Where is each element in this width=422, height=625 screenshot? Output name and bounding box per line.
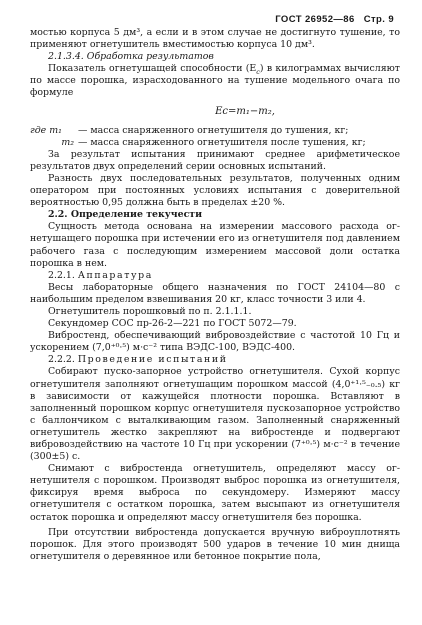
paragraph: Сущность метода основана на измерении массового расхода огнетушащего порошка при истечении его из огнетушителя под давлением рабочего газа с последующим измерением массовой доли остатка порошка в нем. <box>30 221 400 269</box>
formula: Eс=m₁−m₂, <box>215 105 275 117</box>
paragraph: Вибростенд, обеспечивающий вибровоздействие с частотой 10 Гц и ускорением (7,0⁺⁰·⁵) м·с⁻² типа ВЭДС-100, ВЭДС-400. <box>30 330 400 354</box>
paragraph: Снимают с вибростенда огнетушитель, определяют массу огнетушителя с порошком. Производят выброс порошка из огнетушителя, фиксируя время выброса по секундомеру. Измеряют массу огнетушителя с остатком порошка, затем высыпают из огнетушителя остаток порошка и определяют массу огнетушителя без порошка. <box>30 463 400 523</box>
page-number: Стр. 9 <box>363 14 394 25</box>
paragraph: Разность двух последовательных результатов, полученных одним оператором при постоянных условиях испытания с доверительной вероятностью 0,95 должна быть в пределах ±20 %. <box>30 172 400 209</box>
paragraph: Огнетушитель порошковый по п. 2.1.1.1. <box>48 305 252 317</box>
section-heading: 2.2. Определение текучести <box>48 209 203 221</box>
paragraph: Показатель огнетушащей способности $(E_c)$ в килограммах вычисляют по массе порошка, израсходованного на тушение модельного очага по формуле <box>30 63 400 99</box>
paragraph: Собирают пуско-запорное устройство огнетушителя. Сухой корпус огнетушителя заполняют огнетушащим порошком массой (4,0⁺¹·⁵₋₀.₅) кг в зависимости от кажущейся плотности порошка. Вставляют в заполненный порошком корпус огнетушителя пускозапорное устройство с баллончиком с выталкивающим газом. Заполненный снаряженный огнетушитель жестко закрепляют на вибростенде и подвергают вибровоздействию на частоте 10 Гц при ускорении (7⁺⁰·⁵) м·с⁻² в течение (300±5) с. <box>30 366 400 463</box>
page-header <box>30 14 400 25</box>
paragraph: При отсутствии вибростенда допускается вручную виброуплотнять порошок. Для этого производят 500 ударов в течение 10 мин днища огнетушителя о деревянное или бетонное покрытие пола, <box>30 526 400 562</box>
section-heading: 2.2.1. Аппаратура <box>48 269 153 281</box>
paragraph: Весы лабораторные общего назначения по ГОСТ 24104—80 с наибольшим пределом взвешивания 20 кг, класс точности 3 или 4. <box>30 281 400 305</box>
paragraph: Секундомер СОС пр-26-2—221 по ГОСТ 5072—79. <box>48 318 297 330</box>
definition-row: где m₁ — масса снаряженного огнетушителя до тушения, кг; <box>30 124 349 136</box>
standard-number: ГОСТ 26952—86 <box>275 14 355 25</box>
paragraph: За результат испытания принимают среднее арифметическое результатов двух определений серии основных испытаний. <box>30 148 400 172</box>
definition-row: m₂ — масса снаряженного огнетушителя после тушения, кг; <box>61 136 366 148</box>
definitions <box>30 125 400 149</box>
section-heading: 2.2.2. Проведение испытаний <box>48 354 228 366</box>
paragraph: мостью корпуса 5 дм³, а если и в этом случае не достигнуто тушение, то применяют огнетушитель вместимостью корпуса 10 дм³. <box>30 27 400 51</box>
section-heading: 2.1.3.4. Обработка результатов <box>48 51 214 63</box>
